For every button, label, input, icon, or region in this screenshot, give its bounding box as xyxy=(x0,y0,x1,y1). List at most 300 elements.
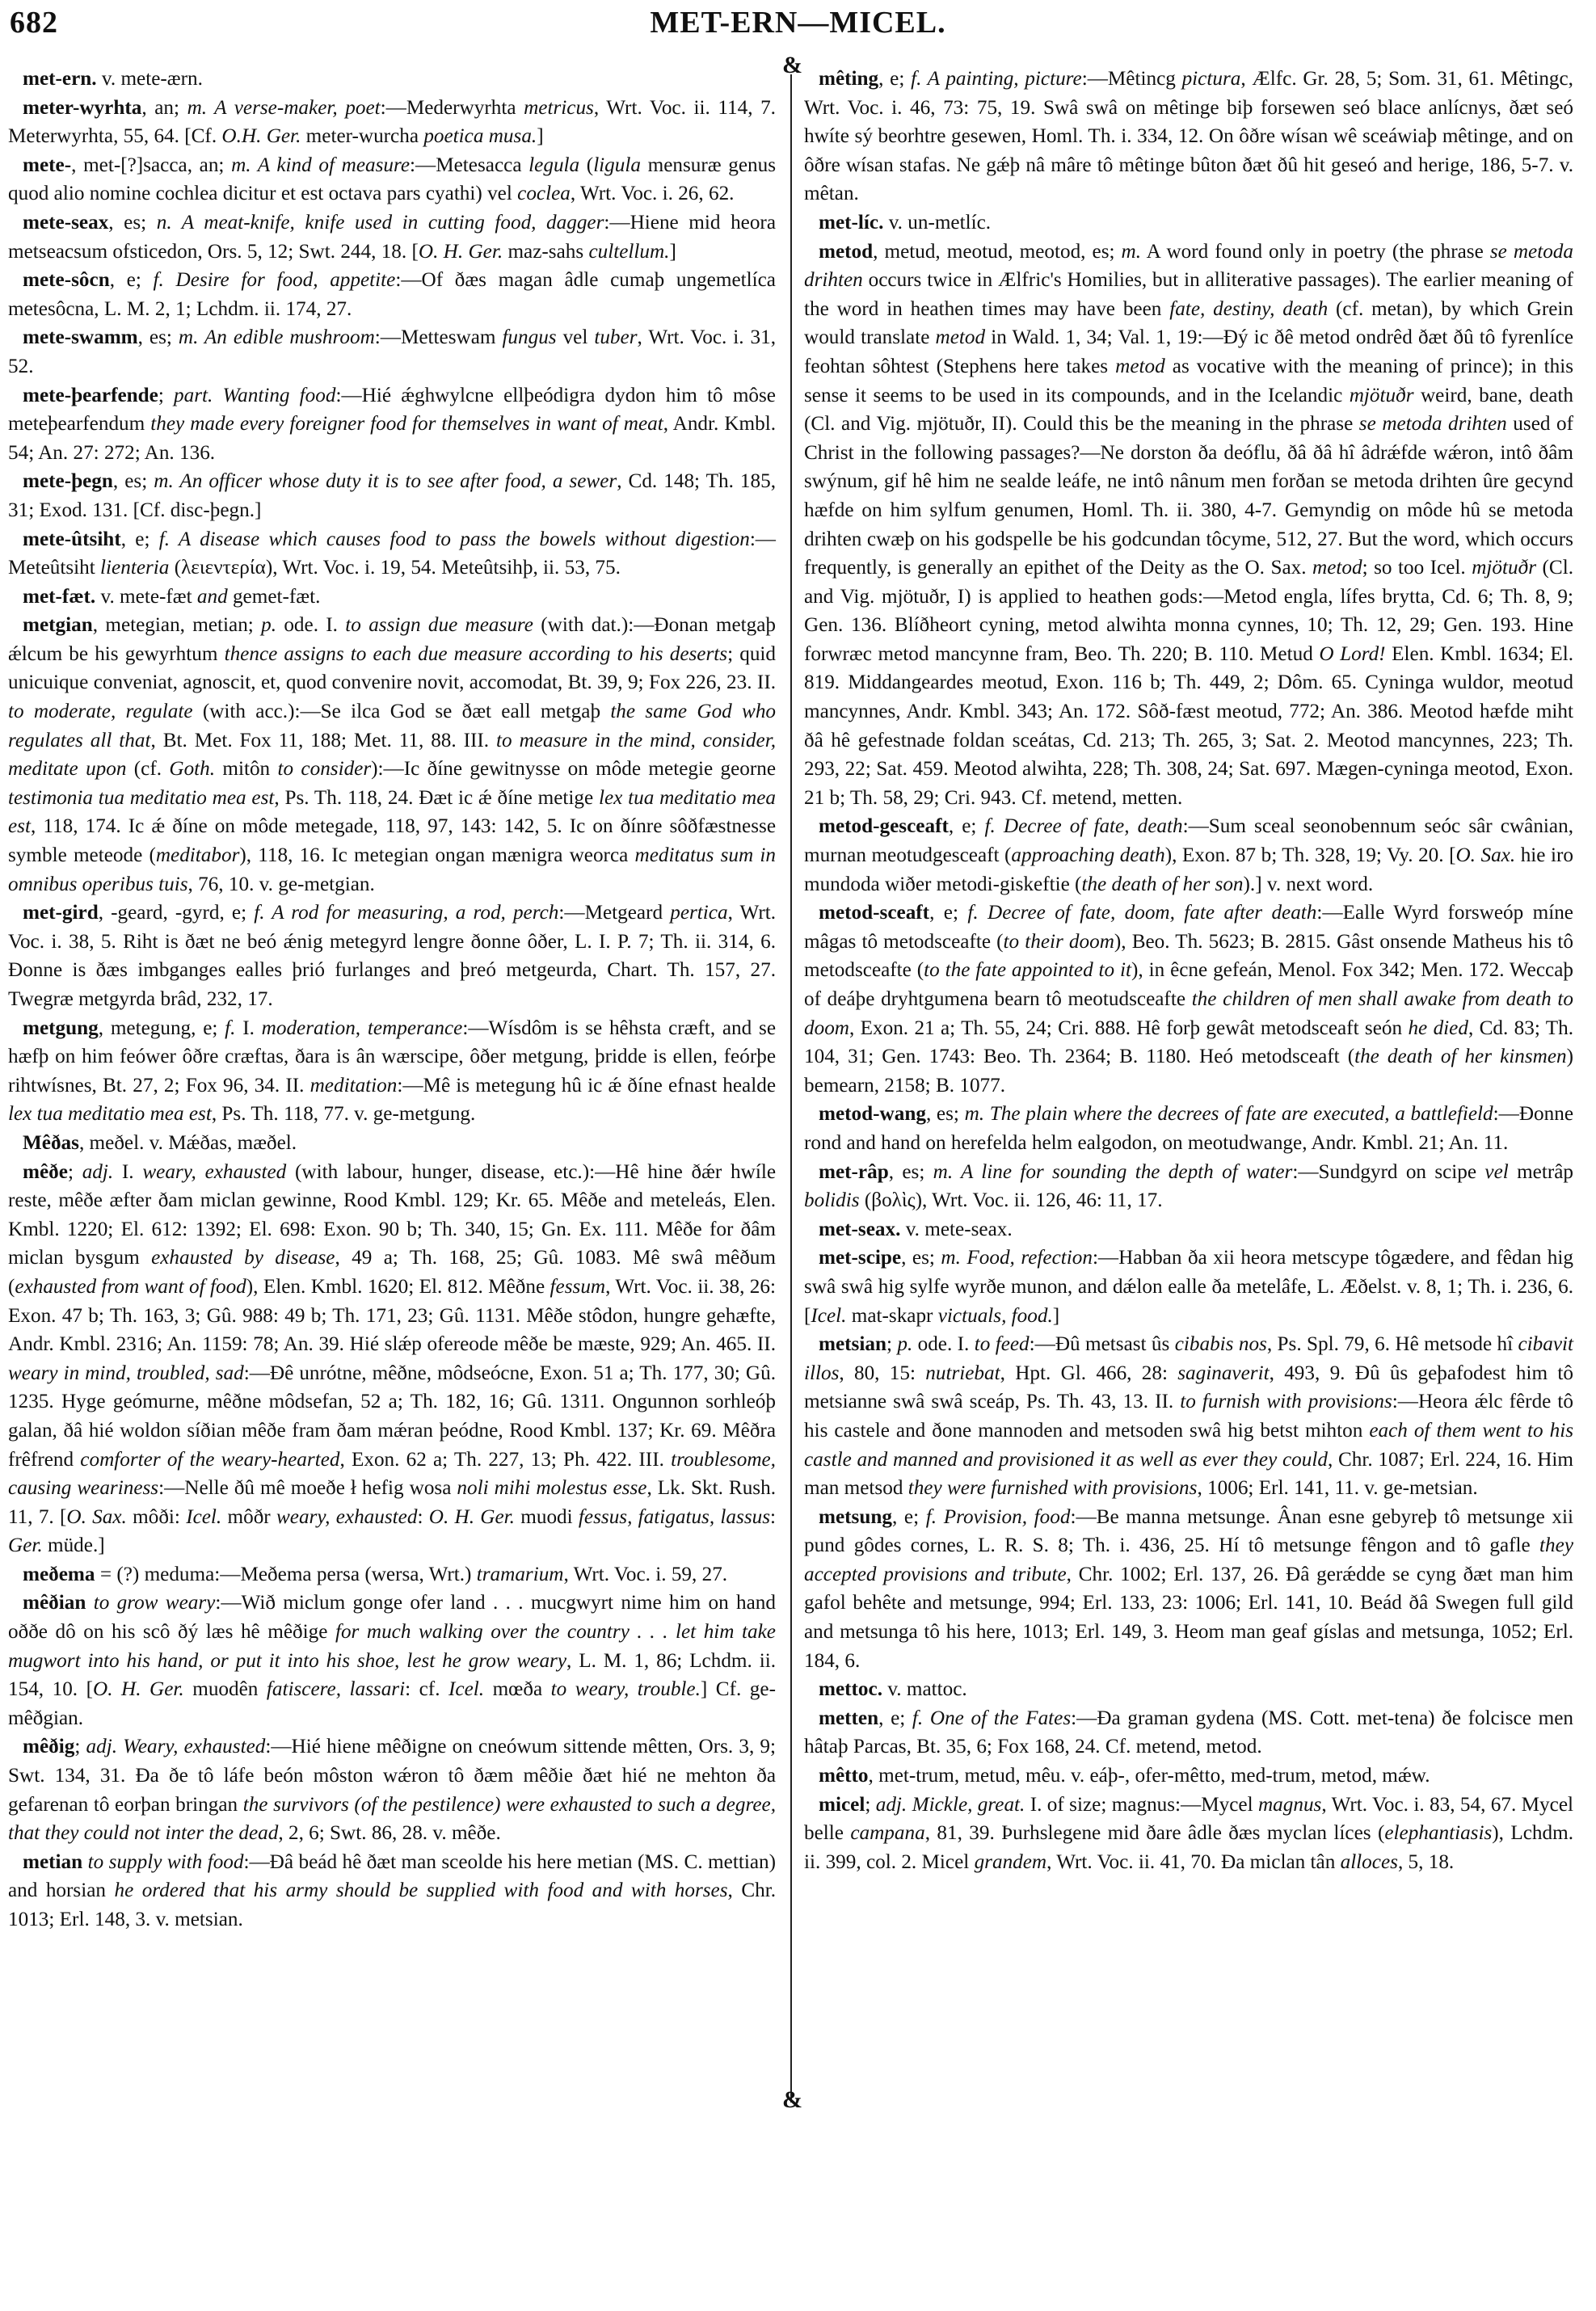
italic-text: fessum xyxy=(550,1275,606,1298)
italic-text: f. A rod for measuring, a rod, perch xyxy=(254,902,559,924)
italic-text: f. A disease which causes food to pass the bowels without digestion xyxy=(158,528,750,550)
entry-text: mensuræ genus quod alio nomine cochlea dicitur et est octava pars cyathi) vel xyxy=(8,154,776,205)
italic-text: fatiscere, lassari xyxy=(266,1678,406,1701)
italic-text: se metoda drihten xyxy=(804,240,1573,292)
italic-text: they accepted provisions and tribute xyxy=(804,1534,1573,1585)
entry-text: ; xyxy=(158,384,175,406)
italic-text: ligula xyxy=(593,154,641,176)
entry-text: , Andr. Kmbl. 54; An. 27: 272; An. 136. xyxy=(8,413,777,464)
italic-text: m. xyxy=(1121,240,1142,263)
italic-text: the same God who regulates all that xyxy=(8,701,777,751)
italic-text: adj. Weary, exhausted xyxy=(86,1736,266,1758)
italic-text: adj. Mickle, great. xyxy=(875,1793,1025,1816)
dictionary-entry xyxy=(804,238,1573,813)
entry-text: , Ælfc. Gr. 28, 5; Som. 31, 61. Mêtingc, Wrt. Voc. i. 46, 73: 75, 19. Swâ swâ on mêtinge biþ forsewen seó blace anlícnys, ðæt seó hwíte sý beorhtre gesewen, Homl. Th. i. 334, 12. On ôðre wísan wê sceáwiaþ mêtinge, and on ôðre wísan stafas. Ne gǽþ nâ mâre tô mêtinge bûton ðæt ðû hit geseó and herige, 186, 5-7. v. mêtan. xyxy=(804,68,1573,205)
italic-text: mjötuðr xyxy=(1472,557,1537,579)
entry-text: used of Christ in the following passages?—Ne dorston ða deóflu, ðâ ðâ hî âdrǽfde wǽron, intô ðâm swýnum, gif hê him ne sealde leáfe, ne intô nânum men forðan se metoda drihten ûre gecynd hæfde on him sylfum genumen, Homl. Th. ii. 380, 4-7. Gemyndig on môde hû se metoda drihten cwæþ on his godspelle be his godcundan tôcyme, 512, 27. But the word, which occurs frequently, is generally an epithet of the Deity as the O. Sax. xyxy=(804,413,1573,579)
entry-text: : cf. xyxy=(405,1678,449,1701)
italic-text: se metoda drihten xyxy=(1358,413,1507,436)
entry-text: , es; xyxy=(925,1103,965,1126)
dictionary-entry xyxy=(8,1560,776,1589)
entry-text: metrâp xyxy=(1508,1160,1573,1183)
entry-text: , es; xyxy=(901,1247,941,1269)
entry-text: , es; xyxy=(112,470,154,493)
entry-text: , Lk. Skt. Rush. 11, 7. [ xyxy=(8,1477,777,1528)
italic-text: coclea xyxy=(517,183,571,205)
headword: met-râp xyxy=(819,1160,889,1183)
italic-text: magnus xyxy=(1257,1793,1322,1816)
italic-text: troublesome, causing weariness xyxy=(8,1448,776,1500)
entry-text: , e; xyxy=(948,815,985,838)
column-divider-top-ornament: & xyxy=(782,52,802,78)
entry-text: , Ps. Th. 118, 24. Ðæt ic ǽ ðíne metige xyxy=(274,786,599,809)
dictionary-entry xyxy=(804,1675,1573,1704)
headword: met-líc. xyxy=(819,211,884,234)
entry-text: hie iro mundoda wiðer metodi-giskeftie ( xyxy=(804,844,1573,895)
dictionary-entry xyxy=(8,151,776,208)
dictionary-entry xyxy=(804,1158,1573,1215)
dictionary-entry xyxy=(8,1732,776,1847)
entry-text: , Chr. 1087; Erl. 224, 16. Him man metsod xyxy=(804,1448,1573,1500)
right-column xyxy=(804,65,1573,1876)
entry-text: mitôn xyxy=(215,758,278,781)
entry-text: , Chr. 1013; Erl. 148, 3. v. metsian. xyxy=(8,1880,777,1930)
entry-text: :—Ðê unrótne, mêðne, môdseócne, Exon. 51 a; Th. 177, 30; Gû. 1235. Hyge geómurne, mêðne môdsefan, 52 a; Th. 182, 16; Gû. 1311. Ongunnon sorhleóþ galan, ðâ hié woldon síðian mêðe fram ðam mǽran þeódne, Rood Kmbl. 137; Kr. 69. Mêðra frêfrend xyxy=(8,1362,776,1471)
headword: met-seax. xyxy=(819,1218,901,1240)
italic-text: noli mihi molestus esse xyxy=(457,1477,647,1500)
entry-text: :—Sum sceal seonobennum seóc sâr cwânian, murnan meotudgesceaft ( xyxy=(804,815,1573,867)
entry-text: , Wrt. Voc. ii. 41, 70. Ða miclan tân xyxy=(1046,1850,1341,1873)
entry-text: ) bemearn, 2158; B. 1077. xyxy=(804,1046,1573,1097)
headword: met-scipe xyxy=(819,1247,902,1269)
entry-text: ), Elen. Kmbl. 1620; El. 812. Mêðne xyxy=(246,1275,550,1298)
entry-text: :—Hié ǽghwylcne ellþeódigra dydon him tô môse meteþearfendum xyxy=(8,384,776,436)
entry-text: (cf. xyxy=(126,758,170,781)
italic-text: saginaverit xyxy=(1177,1362,1270,1384)
entry-text: gemet-fæt. xyxy=(227,585,321,608)
italic-text: each of them went to his castle and manned and provisioned it as well as ever they could xyxy=(804,1419,1573,1471)
headword: metsung xyxy=(819,1505,892,1528)
italic-text: to feed xyxy=(974,1333,1030,1356)
entry-text: :—Metgeard xyxy=(558,902,671,924)
italic-text: fungus xyxy=(502,326,557,349)
italic-text: f. One of the Fates xyxy=(912,1707,1072,1729)
headword: mete-sôcn xyxy=(23,269,110,292)
headword: mêting xyxy=(819,68,879,90)
headword: mete-seax xyxy=(23,211,109,234)
headword: met-ern. xyxy=(23,68,97,90)
entry-text: vel xyxy=(556,326,595,349)
headword: mêðian xyxy=(23,1592,86,1614)
dictionary-entry xyxy=(8,381,776,468)
italic-text: to weary, trouble. xyxy=(550,1678,701,1701)
italic-text: m. A line for sounding the depth of water xyxy=(933,1160,1293,1183)
headword: metten xyxy=(819,1707,879,1729)
italic-text: p. xyxy=(261,614,277,637)
italic-text: n. A meat-knife, knife used in cutting food, dagger xyxy=(156,211,604,234)
entry-text: , e; xyxy=(120,528,159,550)
entry-text: , metegung, e; xyxy=(98,1017,225,1039)
italic-text: the death of her kinsmen xyxy=(1354,1046,1567,1068)
entry-text: , an; xyxy=(141,96,187,119)
italic-text: f. Provision, food xyxy=(925,1505,1071,1528)
entry-text: , Ps. Spl. 79, 6. Hê metsode hî xyxy=(1266,1333,1518,1356)
entry-text: :—Hiene mid heora metseacsum ofsticedon, Ors. 5, 12; Swt. 244, 18. [ xyxy=(8,211,777,263)
entry-text: ; xyxy=(74,1736,86,1758)
page-header xyxy=(0,0,1596,57)
entry-text: (with labour, hunger, disease, etc.):—Hê hine ðǽr hwíle reste, mêðe æfter ðam miclan gewinne, Rood Kmbl. 129; Kr. 65. Mêðe and meteleás, Elen. Kmbl. 1220; El. 612: 1392; El. 698: Exon. 90 b; Th. 340, 15; Gn. Ex. 111. Mêðe for ðâm miclan bysgum xyxy=(8,1160,777,1269)
entry-text: (βολὶς), Wrt. Voc. ii. 126, 46: 11, 17. xyxy=(859,1189,1163,1212)
entry-text: , e; xyxy=(109,269,154,292)
entry-text: , met-[?]sacca, an; xyxy=(71,154,232,176)
entry-text: ), Exon. 87 b; Th. 328, 19; Vy. 20. [ xyxy=(1164,844,1456,867)
italic-text: vel xyxy=(1484,1160,1509,1183)
italic-text: to consider xyxy=(277,758,372,781)
italic-text: tuber xyxy=(594,326,638,349)
entry-text: :—Metesacca xyxy=(410,154,529,176)
entry-text: ; xyxy=(886,1333,898,1356)
entry-text: müde.] xyxy=(42,1534,105,1557)
dictionary-entry xyxy=(8,1848,776,1934)
dictionary-entry xyxy=(804,1762,1573,1791)
italic-text: f. Desire for food, appetite xyxy=(153,269,396,292)
dictionary-entry xyxy=(804,1330,1573,1503)
entry-text: ] xyxy=(537,125,544,148)
entry-text: ] xyxy=(669,240,676,263)
entry-text: , meðel. v. Mǽðas, mæðel. xyxy=(78,1131,297,1154)
dictionary-entry xyxy=(8,1014,776,1129)
entry-text: Elen. Kmbl. 1634; El. 819. Middangeardes meotud, Exon. 116 b; Th. 449, 2; Dôm. 65. Cyninga wuldor, meotud mancynnes, Andr. Kmbl. 343; An. 172. Sôð-fæst meotud, 772; An. 386. Meotod hæfde miht ðâ hê gefestnade foldan sceátas, Cd. 213; Th. 265, 3; Sat. 2. Meotod mancynnes, 223; Th. 293, 22; Sat. 459. Meotod alwihta, 228; Th. 308, 24; Sat. 697. Mægen-cyninga meotod, Exon. 21 b; Th. 58, 29; Cri. 943. Cf. metend, metten. xyxy=(804,642,1574,809)
entry-text: :—Of ðæs magan âdle cumaþ ungemetlíca metesôcna, L. M. 2, 1; Lchdm. ii. 174, 27. xyxy=(8,269,776,320)
dictionary-entry xyxy=(8,94,776,151)
italic-text: weary, exhausted xyxy=(276,1505,418,1528)
entry-text: , 5, 18. xyxy=(1397,1850,1455,1873)
entry-text: , Bt. Met. Fox 11, 188; Met. 11, 88. III. xyxy=(150,729,497,751)
headword: mêtto xyxy=(819,1765,869,1787)
entry-text: ode. I. xyxy=(912,1333,975,1356)
entry-text: meter-wurcha xyxy=(301,125,424,148)
entry-text: ; so too Icel. xyxy=(1362,557,1472,579)
italic-text: pertica xyxy=(670,902,728,924)
italic-text: meditatus sum in omnibus operibus tuis xyxy=(8,844,776,895)
italic-text: m. A kind of measure xyxy=(231,154,411,176)
entry-text: ( xyxy=(579,154,594,176)
dictionary-entry xyxy=(8,1589,776,1732)
headword: micel xyxy=(819,1793,865,1816)
headword: mete-ûtsiht xyxy=(23,528,121,550)
entry-text: , Wrt. Voc. ii. 114, 7. Meterwyrhta, 55, 64. [Cf. xyxy=(8,96,776,148)
entry-text: , 1006; Erl. 141, 11. v. ge-metsian. xyxy=(1197,1477,1478,1500)
headword: metod-wang xyxy=(819,1103,926,1126)
italic-text: he ordered that his army should be supplied with food and with horses xyxy=(114,1880,728,1902)
headword: metian xyxy=(23,1850,83,1873)
entry-text: (Cl. and Vig. mjötuðr, I) is applied to heathen gods:—Metod engla, lífes brytta, Cd. 6; Th. 8, 9; Gen. 136. Blíðheort cyning, metod alwihta monna cynnes, 10; Th. 12, 29; Gen. 193. Hine forwræc metod mancynne fram, Beo. Th. 220; B. 110. Metud xyxy=(804,557,1573,665)
italic-text: metricus xyxy=(524,96,594,119)
italic-text: O. H. Ger. xyxy=(418,240,503,263)
entry-text: , Chr. 1002; Erl. 137, 26. Ðâ gerǽdde se cyng ðæt man him gafol behête and metsunge, 994; Erl. 133, 23: 1006; Erl. 141, 10. Beád ðâ Swegen full gild and metsunga tô his here, 1013; Erl. 149, 3. Heom man geaf gíslas and metsunga, 1052; Erl. 184, 6. xyxy=(804,1563,1573,1672)
italic-text: he died xyxy=(1408,1017,1468,1039)
entry-text: , 2, 6; Swt. 86, 28. v. mêðe. xyxy=(278,1822,501,1845)
headword: metod-sceaft xyxy=(819,902,930,924)
entry-text: v. mete-seax. xyxy=(900,1218,1013,1240)
dictionary-entry xyxy=(8,1158,776,1560)
italic-text: testimonia tua meditatio mea est xyxy=(8,786,275,809)
entry-text: ] xyxy=(1052,1304,1060,1327)
entry-text: :—Sundgyrd on scipe xyxy=(1292,1160,1485,1183)
italic-text: f. A painting, picture xyxy=(911,68,1082,90)
italic-text: they made every foreigner food for themselves in want of meat xyxy=(150,413,663,436)
italic-text: m. Food, refection xyxy=(941,1247,1093,1269)
italic-text: f. Decree of fate, death xyxy=(984,815,1183,838)
entry-text: , Ps. Th. 118, 77. v. ge-metgung. xyxy=(211,1103,476,1126)
italic-text: O Lord! xyxy=(1319,642,1386,665)
entry-text: :—Wísdôm is se hêhsta cræft, and se hæfþ on him feówer ôðre cræftas, ðara is ân wærscipe, ôðer metgung, þridde is ellen, feórþe rihtwísnes, Bt. 27, 2; Fox 96, 34. II. xyxy=(8,1017,776,1097)
entry-text: maz-sahs xyxy=(503,240,589,263)
entry-text: , L. M. 1, 86; Lchdm. ii. 154, 10. [ xyxy=(8,1649,776,1701)
entry-text: , 76, 10. v. ge-metgian. xyxy=(187,873,375,895)
entry-text: :—Wið miclum gonge ofer land . . . mucgwyrt nime him on hand oððe dô on his scô ðý læs hê mêðige xyxy=(8,1592,776,1644)
italic-text: grandem xyxy=(974,1850,1047,1873)
italic-text: lex tua meditatio mea est xyxy=(8,786,776,838)
entry-text: ), Lchdm. ii. 399, col. 2. Micel xyxy=(804,1822,1573,1873)
entry-text: :—Ðonne rond and hand on herefelda helm ealgodon, on meotudwange, Andr. Kmbl. 21; An. 11. xyxy=(804,1103,1573,1154)
italic-text: the children of men shall awake from death to doom xyxy=(804,988,1574,1039)
italic-text: metod xyxy=(1115,355,1165,377)
entry-text: :—Meteûtsiht xyxy=(8,528,776,579)
italic-text: to the fate appointed to it xyxy=(924,959,1132,982)
italic-text: elephantiasis xyxy=(1384,1822,1493,1845)
italic-text: campana xyxy=(850,1822,925,1845)
italic-text: to furnish with provisions xyxy=(1180,1391,1392,1413)
headword: metgung xyxy=(23,1017,99,1039)
entry-text: , e; xyxy=(929,902,968,924)
italic-text: Goth. xyxy=(169,758,216,781)
dictionary-entry xyxy=(804,65,1573,208)
entry-text: , met-trum, metud, mêu. v. eáþ-, ofer-mêtto, med-trum, metod, mǽw. xyxy=(868,1765,1430,1787)
entry-text: v. mete-ærn. xyxy=(96,68,203,90)
italic-text: bolidis xyxy=(804,1189,860,1212)
italic-text: the death of her son xyxy=(1081,873,1244,895)
italic-text: pictura xyxy=(1181,68,1241,90)
entry-text: , Cd. 83; Th. 104, 31; Gen. 1743: Beo. Th. 2364; B. 1180. Heó metodsceaft ( xyxy=(804,1017,1574,1068)
italic-text: exhausted from want of food xyxy=(15,1275,246,1298)
italic-text: alloces xyxy=(1340,1850,1398,1873)
italic-text: to moderate, regulate xyxy=(8,701,193,723)
headword: mêðe xyxy=(23,1160,68,1183)
italic-text: f. Decree of fate, doom, fate after death xyxy=(967,902,1317,924)
entry-text: , e; xyxy=(878,68,912,90)
entry-text: :—Mêtincg xyxy=(1081,68,1182,90)
page-number: 682 xyxy=(10,6,58,40)
entry-text: = (?) meduma:—Meðema persa (wersa, Wrt.) xyxy=(95,1563,477,1585)
italic-text: for much walking over the country . . . let him take mugwort into his hand, or put it into his shoe, lest he grow weary xyxy=(8,1621,776,1672)
entry-text: weird, bane, death (Cl. and Vig. mjötuðr, II). Could this be the meaning in the phrase xyxy=(804,384,1573,436)
italic-text: and xyxy=(196,585,228,608)
dictionary-entry xyxy=(804,1503,1573,1676)
italic-text: weary in mind, troubled, sad xyxy=(8,1362,244,1384)
italic-text: the survivors (of the pestilence) were exhausted to such a degree, that they could not inter the dead xyxy=(8,1793,776,1845)
italic-text: they were furnished with provisions xyxy=(907,1477,1198,1500)
entry-text: , -geard, -gyrd, e; xyxy=(98,902,255,924)
italic-text: O. H. Ger. xyxy=(93,1678,184,1701)
entry-text: v. mete-fæt xyxy=(95,585,197,608)
entry-text: :—Be manna metsunge. Ânan esne gebyreþ tô metsunge xii pund gôdes cornes, L. R. S. 8; Th. i. 436, 25. Hí tô metsunge fêngon and tô gafle xyxy=(804,1505,1573,1557)
column-divider-bottom-ornament: & xyxy=(782,2086,802,2113)
entry-text: v. mattoc. xyxy=(882,1678,967,1701)
italic-text: Icel. xyxy=(186,1505,222,1528)
headword: meðema xyxy=(23,1563,95,1585)
italic-text: fate, destiny, death xyxy=(1169,297,1329,320)
italic-text: Icel. xyxy=(811,1304,847,1327)
entry-text: , 81, 39. Þurhslegene mid ðare âdle ðæs myclan líces ( xyxy=(924,1822,1385,1845)
dictionary-entry xyxy=(8,323,776,381)
italic-text: f. xyxy=(225,1017,236,1039)
headword: mete-swamm xyxy=(23,326,138,349)
dictionary-entry xyxy=(804,812,1573,899)
dictionary-entry xyxy=(804,1100,1573,1157)
italic-text: approaching death xyxy=(1011,844,1165,867)
italic-text: metod xyxy=(935,326,986,349)
entry-text: , e; xyxy=(891,1505,926,1528)
dictionary-entry xyxy=(804,208,1573,238)
italic-text: part. Wanting food xyxy=(174,384,336,406)
dictionary-entry xyxy=(804,1791,1573,1877)
dictionary-entry xyxy=(804,1215,1573,1244)
entry-text: occurs twice in Ælfric's Homilies, but in alliterative passages). The earlier meaning of the word in heathen times may have been xyxy=(804,269,1573,320)
entry-text: ; xyxy=(67,1160,82,1183)
italic-text: adj. xyxy=(82,1160,114,1183)
dictionary-entry xyxy=(8,65,776,94)
entry-text: muodên xyxy=(183,1678,267,1701)
entry-text: , 49 a; Th. 168, 25; Gû. 1083. Mê swâ mêðum ( xyxy=(8,1247,776,1298)
headword: met-gird xyxy=(23,902,99,924)
italic-text: tramarium xyxy=(476,1563,564,1585)
dictionary-entry xyxy=(8,266,776,323)
entry-text xyxy=(86,1592,93,1614)
headword: metod-gesceaft xyxy=(819,815,949,838)
dictionary-entry xyxy=(804,1704,1573,1762)
italic-text: to grow weary xyxy=(93,1592,216,1614)
headword: mete-þearfende xyxy=(23,384,158,406)
headword: mêðig xyxy=(23,1736,75,1758)
dictionary-entry xyxy=(8,583,776,612)
dictionary-entry xyxy=(8,467,776,524)
entry-text: ), 118, 16. Ic metegian ongan mænigra weorca xyxy=(239,844,635,867)
entry-text: :—Ða graman gydena (MS. Cott. met-tena) ðe folcisce men hâtaþ Parcas, Bt. 35, 6; Fox 168, 24. Cf. metend, metod. xyxy=(804,1707,1573,1758)
entry-text: , Wrt. Voc. ii. 38, 26: Exon. 47 b; Th. 163, 3; Gû. 988: 49 b; Th. 171, 23; Gû. 1131. Mêðe stôdon, hungre gehæfte, Andr. Kmbl. 2316; An. 1159: 78; An. 39. Hié slǽp ofereode mêðe be mæste, 929; An. 465. II. xyxy=(8,1275,776,1356)
entry-text: , es; xyxy=(108,211,157,234)
headword: metod xyxy=(819,240,874,263)
entry-text: , Wrt. Voc. i. 38, 5. Riht is ðæt ne beó ǽnig metegyrd lengre ðonne ôðer, L. I. P. 7; Th. ii. 314, 6. Ðonne is ðæs imbganges ealles þrió furlanges and þreó metgeurda, Chart. Th. 157, 27. Twegræ metgyrda brâd, 232, 17. xyxy=(8,902,777,1010)
entry-text: :—Hié hiene mêðigne on cneówum sittende mêtten, Ors. 3, 9; Swt. 134, 31. Ða ðe tô láfe beón môston wǽron tô ðæm mêðie ðæt hié ne mehton ða gefarenan tô eorþan bringan xyxy=(8,1736,777,1816)
italic-text: mjötuðr xyxy=(1349,384,1414,406)
italic-text: metod xyxy=(1312,557,1362,579)
entry-text: :—Metteswam xyxy=(374,326,503,349)
entry-text: : xyxy=(770,1505,777,1528)
entry-text: , e; xyxy=(878,1707,912,1729)
entry-text: :—Habban ða xii heora metscype tôgædere, and fêdan hig swâ swâ hig sylfe wyrðe munon, and dǽlon ealle ða metelâfe, L. Æðelst. v. 8, 1; Th. i. 236, 6. [ xyxy=(804,1247,1573,1327)
entry-text: I. xyxy=(235,1017,262,1039)
italic-text: poetica musa. xyxy=(423,125,537,148)
italic-text: cultellum. xyxy=(588,240,670,263)
entry-text: (λειεντερία), Wrt. Voc. i. 19, 54. Meteûtsihþ, ii. 53, 75. xyxy=(169,557,621,579)
headword: mete-þegn xyxy=(23,470,113,493)
entry-text: ; quid unicuique conveniat, agnoscit, et, quod convenire novit, accomodat, Bt. 39, 9; Fox 226, 23. II. xyxy=(8,642,776,694)
italic-text: to assign due measure xyxy=(345,614,533,637)
headword: mettoc. xyxy=(819,1678,883,1701)
dictionary-entry xyxy=(8,611,776,899)
entry-text: A word found only in poetry (the phrase xyxy=(1141,240,1490,263)
entry-text: , Hpt. Gl. 466, 28: xyxy=(1000,1362,1178,1384)
italic-text: Icel. xyxy=(448,1678,485,1701)
italic-text: legula xyxy=(528,154,580,176)
headword: metsian xyxy=(819,1333,886,1356)
entry-text: ; xyxy=(865,1793,876,1816)
entry-text: , 493, 9. Ðû ûs geþafodest him tô metsianne swâ swâ sceáp, Ps. Th. 43, 13. II. xyxy=(804,1362,1574,1413)
entry-text: (with dat.):—Ðonan metgaþ ǽlcum be his gewyrhtum xyxy=(8,614,776,665)
entry-text: (with acc.):—Se ilca God se ðæt eall metgaþ xyxy=(192,701,611,723)
entry-text: :—Mederwyrhta xyxy=(380,96,524,119)
entry-text: môði: xyxy=(126,1505,187,1528)
italic-text: to supply with food xyxy=(87,1850,244,1873)
italic-text: cibabis nos xyxy=(1174,1333,1267,1356)
italic-text: m. An officer whose duty it is to see after food, a sewer xyxy=(154,470,617,493)
entry-text: , Exon. 21 a; Th. 55, 24; Cri. 888. Hê forþ gewât metodsceaft seón xyxy=(849,1017,1409,1039)
italic-text: meditation xyxy=(310,1074,398,1097)
entry-text: , Wrt. Voc. i. 59, 27. xyxy=(563,1563,728,1585)
headword: meter-wyrhta xyxy=(23,96,142,119)
italic-text: m. The plain where the decrees of fate are executed, a battlefield xyxy=(964,1103,1493,1126)
dictionary-entry xyxy=(8,899,776,1013)
column-divider xyxy=(790,74,792,2103)
entry-text: mœða xyxy=(484,1678,551,1701)
entry-text: , es; xyxy=(137,326,179,349)
entry-text: v. un-metlíc. xyxy=(883,211,992,234)
italic-text: nutriebat xyxy=(925,1362,1000,1384)
entry-text: , Wrt. Voc. i. 83, 54, 67. Mycel belle xyxy=(804,1793,1573,1845)
entry-text: :—Heora ǽlc fêrde tô his castele and ðone mannoden and metsoden swâ hig betst mihton xyxy=(804,1391,1573,1442)
headword: metgian xyxy=(23,614,93,637)
entry-text: , Wrt. Voc. i. 31, 52. xyxy=(8,326,777,377)
entry-text: : xyxy=(417,1505,429,1528)
italic-text: weary, exhausted xyxy=(142,1160,287,1183)
entry-text: as vocative with the meaning of prince); in this sense it seems to be used in its compounds, and in the Icelandic xyxy=(804,355,1573,406)
italic-text: O.H. Ger. xyxy=(221,125,301,148)
entry-text: ):—Ic ðíne gewitnysse on môde metegie georne xyxy=(371,758,776,781)
italic-text: to their doom xyxy=(1003,930,1114,953)
italic-text: p. xyxy=(897,1333,913,1356)
entry-text: ode. I. xyxy=(276,614,346,637)
running-head: MET-ERN—MICEL. xyxy=(650,6,946,40)
entry-text: muodi xyxy=(514,1505,579,1528)
dictionary-entry xyxy=(804,1244,1573,1330)
entry-text: :—Nelle ðû mê moeðe ł hefig wosa xyxy=(158,1477,457,1500)
headword: mete- xyxy=(23,154,72,176)
entry-text: , 118, 174. Ic ǽ ðíne on môde metegade, 118, 97, 143: 142, 5. Ic on ðínre sôðfæstnesse symble meteode ( xyxy=(8,815,776,867)
italic-text: lex tua meditatio mea est xyxy=(8,1103,212,1126)
dictionary-entry xyxy=(8,208,776,266)
entry-text: :—Ðâ beád hê ðæt man sceolde his here metian (MS. C. mettian) and horsian xyxy=(8,1850,776,1902)
entry-text: , Exon. 62 a; Th. 227, 13; Ph. 422. III. xyxy=(339,1448,672,1471)
entry-text: , Wrt. Voc. i. 26, 62. xyxy=(570,183,735,205)
entry-text: môðr xyxy=(221,1505,276,1528)
entry-text: (cf. metan), by which Grein would translate xyxy=(804,297,1573,349)
italic-text: m. A verse-maker, poet xyxy=(187,96,381,119)
entry-text: ), Beo. Th. 5623; B. 2815. Gâst onsende Matheus his tô metodsceafte ( xyxy=(804,930,1574,982)
italic-text: victuals, food. xyxy=(937,1304,1053,1327)
italic-text: O. Sax. xyxy=(66,1505,127,1528)
italic-text: m. An edible mushroom xyxy=(178,326,375,349)
